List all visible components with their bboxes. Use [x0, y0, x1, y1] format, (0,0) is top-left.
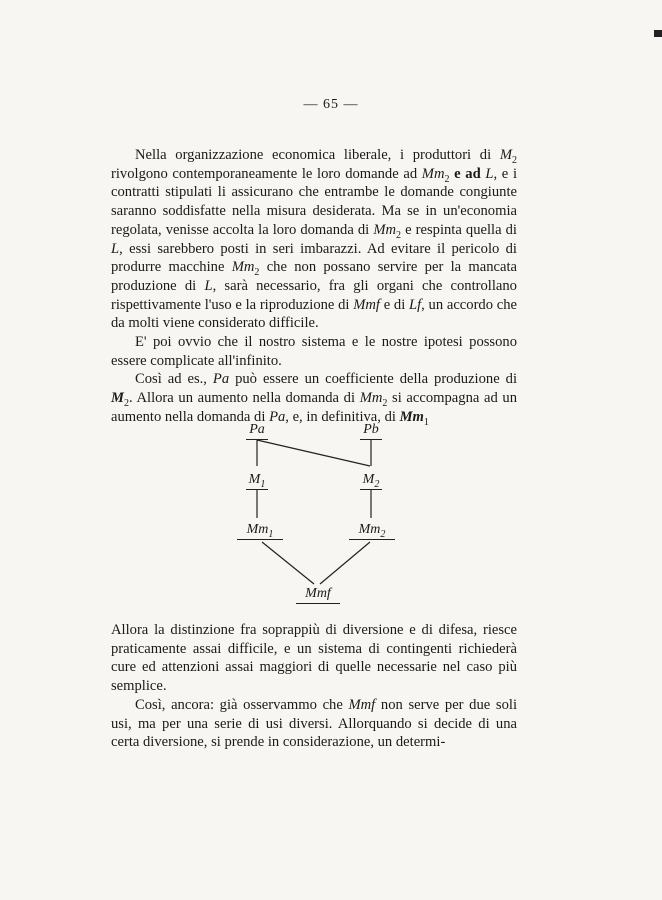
subscript: 2 [512, 155, 517, 166]
node-subscript: 1 [260, 479, 266, 490]
subscript: 2 [444, 173, 450, 185]
subscript: 1 [423, 416, 429, 428]
text-run: , e, in definitiva, di [285, 408, 400, 425]
node-subscript: 1 [268, 529, 274, 540]
variable: L [204, 277, 213, 294]
node-subscript: 2 [380, 529, 386, 540]
node-label: M [248, 472, 261, 487]
variable: Mmf [348, 696, 376, 713]
dependency-diagram [220, 418, 420, 613]
text-run: Nella organizzazione economica liberale, i produttori di [135, 147, 500, 163]
variable: Mm [231, 259, 255, 276]
text-run: , sarà necessario, fra gli organi che controllano rispettivamente l'uso e la riproduzione di [111, 277, 517, 313]
variable: Pa [269, 408, 286, 425]
node-mmf [293, 586, 343, 604]
variable: Mmf [353, 296, 380, 313]
node-mm2 [347, 522, 397, 540]
variable: Mm [359, 390, 383, 407]
variable: L [485, 165, 494, 182]
node-pa [232, 422, 282, 440]
text-run: e respinta quella di [401, 221, 517, 238]
text-run: Così ad es., [135, 371, 213, 388]
paragraph-2: E' poi ovvio che il nostro sistema e le nostre ipotesi possono essere complicate all'infinito. [111, 334, 517, 369]
corner-mark [654, 30, 662, 37]
text-run: può essere un coefficiente della produzione di [229, 371, 517, 388]
edge-mm1-mmf [262, 542, 314, 584]
edge-mm2-mmf [320, 542, 370, 584]
node-m1 [232, 472, 282, 490]
variable: M [499, 147, 512, 163]
subscript: 2 [123, 398, 129, 410]
diagram-lines [220, 418, 420, 613]
variable: M [111, 390, 124, 407]
node-m2 [346, 472, 396, 490]
subscript: 2 [254, 267, 260, 279]
text-run: . Allora un aumento nella domanda di [128, 390, 360, 407]
node-label: Pa [249, 422, 265, 437]
paragraph-4: Allora la distinzione fra soprappiù di diversione e di difesa, riesce praticamente assai difficile, e un sistema di contingenti richiederà cure ed attenzioni assai maggiori di quelle necessarie nel caso più semplice. [111, 622, 517, 695]
text-run: e ad [449, 165, 486, 182]
node-label: Mm [246, 522, 269, 537]
node-pb [346, 422, 396, 440]
variable: L [111, 240, 120, 257]
node-label: Pb [363, 422, 379, 437]
text-run: , essi sarebbero posti in seri imbarazzi. Ad evitare il pericolo di produrre macchine [111, 240, 517, 276]
text-run: e di [379, 296, 409, 313]
paragraph-5 [111, 696, 517, 752]
text-block-top [111, 146, 517, 427]
page-number: — 65 — [303, 97, 359, 112]
node-label: Mmf [305, 586, 331, 601]
node-label: M [362, 472, 375, 487]
node-label: Mm [358, 522, 381, 537]
text-run: rivolgono contemporaneamente le loro domande ad [111, 165, 422, 182]
text-block-bottom [111, 621, 517, 752]
text-run: , un accordo che da molti viene considerato difficile. [111, 296, 518, 332]
subscript: 2 [396, 229, 402, 241]
variable: Pa [212, 371, 230, 388]
edge-pa-m2 [257, 440, 370, 466]
text-run: si accompagna ad un aumento nella domanda di [111, 390, 518, 425]
text-run: non serve per due soli usi, ma per una serie di usi diversi. Allorquando si decide di una certa diversione, si prende in considerazione, un determi- [111, 696, 517, 751]
text-run: Così, ancora: già osservammo che [135, 696, 349, 713]
variable: Mm [399, 408, 424, 425]
variable: Lf [408, 296, 422, 313]
node-subscript: 2 [374, 479, 380, 490]
node-mm1 [235, 522, 285, 540]
text-run: che non possano servire per la mancata produzione di [111, 259, 517, 294]
variable: Mm [421, 165, 445, 182]
text-run: , e i contratti stipulati li assicurano che entrambe le domande congiunte saranno soddisfatte nella misura desiderata. Ma se in un'economia regolata, venisse accolta la loro domanda di [111, 165, 517, 238]
paragraph-1 [111, 146, 517, 333]
variable: Mm [373, 221, 397, 238]
subscript: 2 [382, 398, 388, 410]
